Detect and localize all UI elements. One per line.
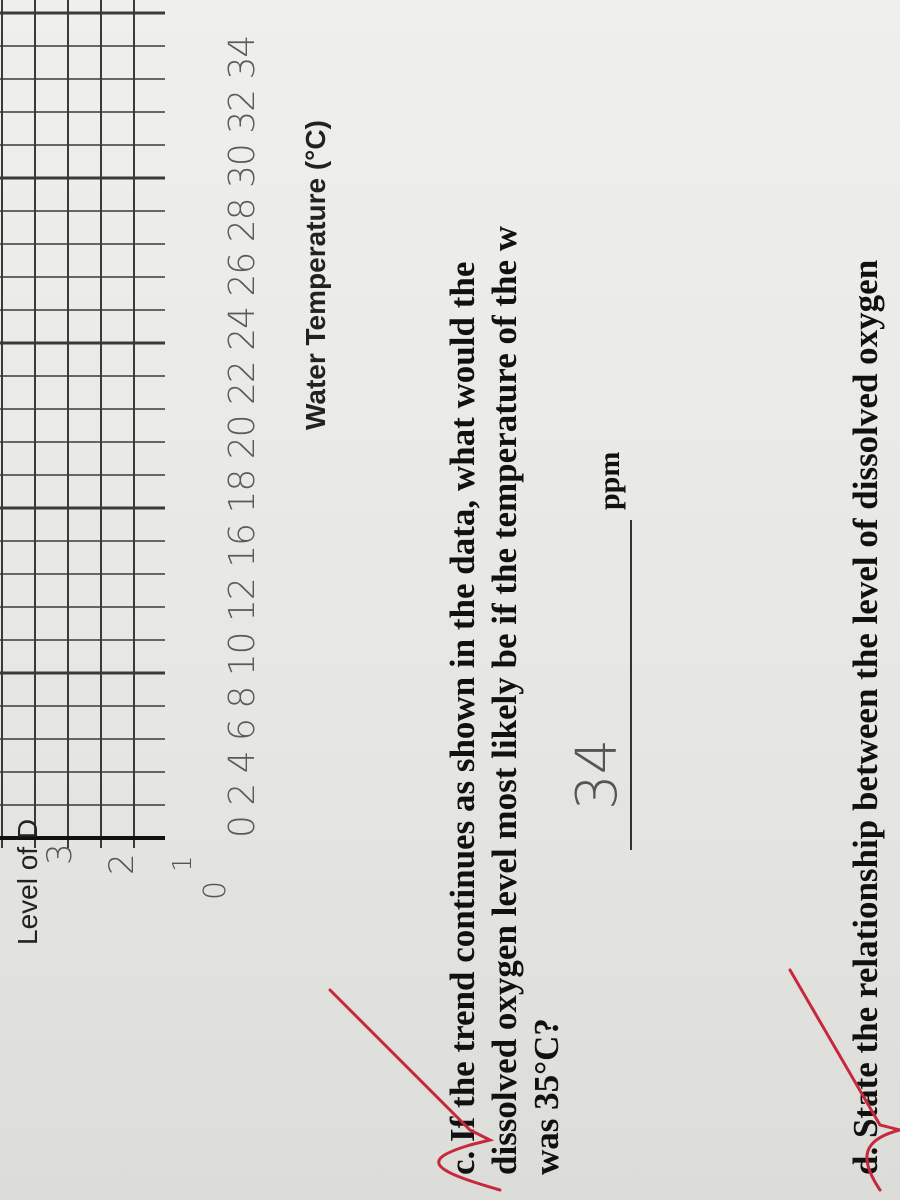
answer-unit: ppm [593, 451, 626, 510]
y-axis-title: Level of D [12, 818, 43, 945]
question-d-text: d. State the relationship between the level of dissolved oxygen [846, 259, 885, 1175]
handwritten-answer: 34 [565, 738, 630, 810]
question-c-text: c. If the trend continues as shown in the data, what would the [443, 261, 482, 1175]
x-tick-labels: 0 2 4 6 8 10 12 16 18 20 22 24 26 28 30 32 34 [222, 35, 263, 838]
y-tick-label: 1 [168, 855, 198, 872]
check-mark-icon [790, 970, 900, 1190]
y-tick-label: 0 [198, 880, 233, 900]
y-tick-label: 2 [102, 853, 142, 875]
question-c-text: dissolved oxygen level most likely be if the temperature of the w [485, 225, 524, 1175]
x-axis-title: Water Temperature (°C) [300, 120, 331, 430]
check-mark-icon [330, 990, 500, 1190]
question-c-text: was 35°C? [527, 1018, 566, 1175]
y-tick-label: 3 [40, 843, 80, 865]
